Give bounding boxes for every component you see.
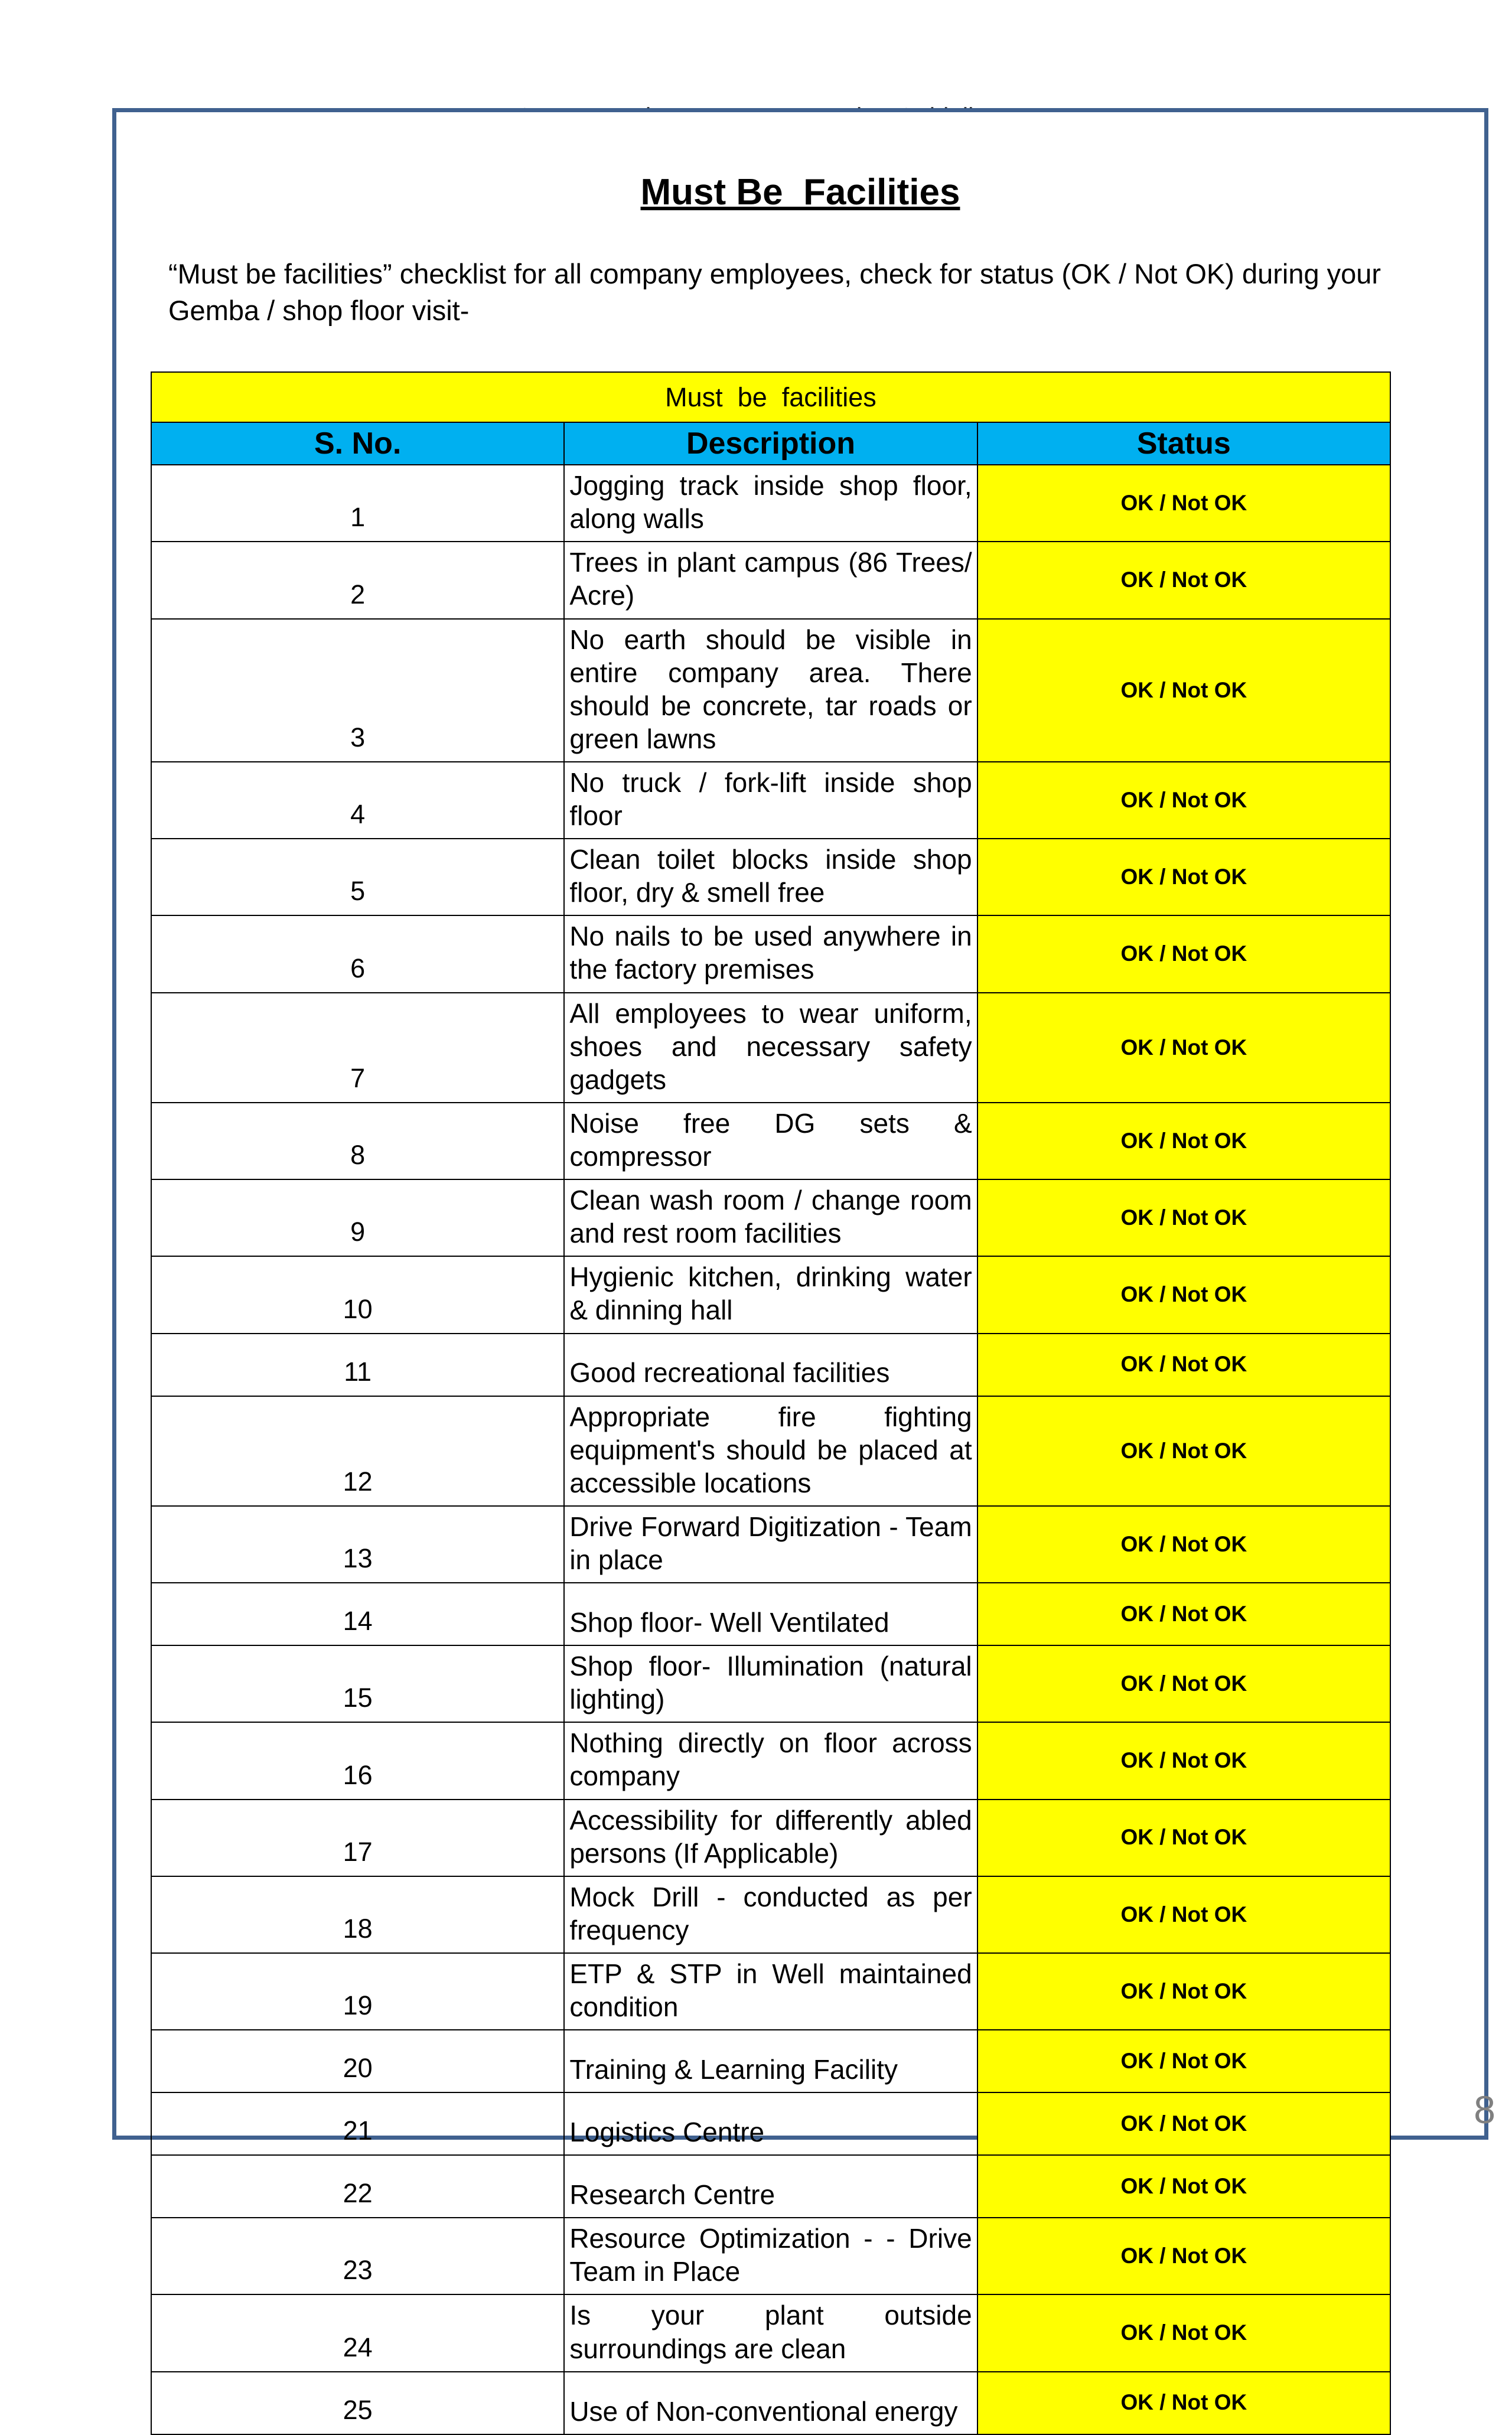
row-description: Research Centre [564,2155,977,2218]
table-row [151,1876,1390,1953]
row-number: 14 [151,1583,564,1645]
table-row [151,1506,1390,1583]
facilities-table [151,371,1391,2435]
row-number: 3 [151,619,564,762]
row-number: 16 [151,1722,564,1799]
table-body [151,465,1390,2434]
row-number: 2 [151,542,564,618]
row-number: 24 [151,2294,564,2371]
row-number: 7 [151,993,564,1103]
table-caption: Must be facilities [151,372,1390,422]
row-description: Accessibility for differently abled persons (If Applicable) [564,1800,977,1876]
row-description: Logistics Centre [564,2092,977,2155]
row-description: Hygienic kitchen, drinking water & dinning hall [564,1256,977,1333]
table-row [151,1256,1390,1333]
table-row [151,2372,1390,2434]
table-header-row [151,422,1390,465]
table-row [151,1722,1390,1799]
row-status: OK / Not OK [977,1179,1390,1256]
row-description: No truck / fork-lift inside shop floor [564,762,977,839]
table-row [151,1645,1390,1722]
table-row [151,1800,1390,1876]
row-status: OK / Not OK [977,1876,1390,1953]
row-status: OK / Not OK [977,1800,1390,1876]
table-row [151,1583,1390,1645]
row-number: 12 [151,1396,564,1506]
row-number: 17 [151,1800,564,1876]
content-frame [112,108,1488,2427]
row-status: OK / Not OK [977,1396,1390,1506]
table-row [151,2155,1390,2218]
row-number: 19 [151,1953,564,2030]
row-number: 20 [151,2030,564,2092]
row-description: Appropriate fire fighting equipment's should be placed at accessible locations [564,1396,977,1506]
column-header-status: Status [977,422,1390,465]
row-description: Use of Non-conventional energy [564,2372,977,2434]
row-status: OK / Not OK [977,2372,1390,2434]
table-row [151,2092,1390,2155]
table-row [151,2294,1390,2371]
table-row [151,465,1390,542]
table-row [151,1953,1390,2030]
table-row [151,1334,1390,1396]
row-number: 21 [151,2092,564,2155]
row-status: OK / Not OK [977,1583,1390,1645]
row-status: OK / Not OK [977,1256,1390,1333]
page-number: 8 [1474,2088,1495,2131]
row-description: Training & Learning Facility [564,2030,977,2092]
row-description: Jogging track inside shop floor, along walls [564,465,977,542]
row-status: OK / Not OK [977,2092,1390,2155]
row-description: No nails to be used anywhere in the factory premises [564,915,977,992]
row-number: 5 [151,839,564,915]
row-number: 23 [151,2218,564,2294]
row-description: Nothing directly on floor across company [564,1722,977,1799]
row-status: OK / Not OK [977,762,1390,839]
row-number: 6 [151,915,564,992]
row-number: 8 [151,1103,564,1179]
row-status: OK / Not OK [977,1722,1390,1799]
table-row [151,915,1390,992]
table-row [151,2030,1390,2092]
row-status: OK / Not OK [977,993,1390,1103]
row-number: 1 [151,465,564,542]
table-row [151,1179,1390,1256]
row-status: OK / Not OK [977,1506,1390,1583]
row-status: OK / Not OK [977,1953,1390,2030]
table-row [151,2218,1390,2294]
row-description: Clean wash room / change room and rest room facilities [564,1179,977,1256]
table-row [151,839,1390,915]
row-status: OK / Not OK [977,2294,1390,2371]
table-row [151,542,1390,618]
intro-paragraph: “Must be facilities” checklist for all company employees, check for status (OK / Not OK) during your Gemba / shop floor visit- [168,258,1381,327]
row-status: OK / Not OK [977,1334,1390,1396]
row-number: 13 [151,1506,564,1583]
row-description: Good recreational facilities [564,1334,977,1396]
row-description: Shop floor- Illumination (natural lighting) [564,1645,977,1722]
row-status: OK / Not OK [977,2218,1390,2294]
row-status: OK / Not OK [977,619,1390,762]
row-description: Resource Optimization - - Drive Team in Place [564,2218,977,2294]
row-description: Shop floor- Well Ventilated [564,1583,977,1645]
row-number: 9 [151,1179,564,1256]
row-status: OK / Not OK [977,2155,1390,2218]
row-number: 18 [151,1876,564,1953]
row-number: 4 [151,762,564,839]
table-row [151,619,1390,762]
row-description: Clean toilet blocks inside shop floor, dry & smell free [564,839,977,915]
column-header-sno: S. No. [151,422,564,465]
row-status: OK / Not OK [977,465,1390,542]
row-description: Drive Forward Digitization - Team in place [564,1506,977,1583]
page-title: Must Be Facilities [640,172,960,213]
table-row [151,762,1390,839]
row-number: 15 [151,1645,564,1722]
row-status: OK / Not OK [977,1103,1390,1179]
row-status: OK / Not OK [977,2030,1390,2092]
row-description: Trees in plant campus (86 Trees/ Acre) [564,542,977,618]
row-status: OK / Not OK [977,915,1390,992]
row-description: Mock Drill - conducted as per frequency [564,1876,977,1953]
row-number: 22 [151,2155,564,2218]
row-description: Is your plant outside surroundings are clean [564,2294,977,2371]
table-row [151,1103,1390,1179]
row-number: 10 [151,1256,564,1333]
table-caption-row [151,372,1390,422]
row-status: OK / Not OK [977,839,1390,915]
row-number: 11 [151,1334,564,1396]
table-row [151,1396,1390,1506]
row-status: OK / Not OK [977,1645,1390,1722]
row-description: No earth should be visible in entire company area. There should be concrete, tar roads or green lawns [564,619,977,762]
row-description: All employees to wear uniform, shoes and necessary safety gadgets [564,993,977,1103]
row-description: ETP & STP in Well maintained condition [564,1953,977,2030]
row-description: Noise free DG sets & compressor [564,1103,977,1179]
column-header-description: Description [564,422,977,465]
row-number: 25 [151,2372,564,2434]
row-status: OK / Not OK [977,542,1390,618]
table-row [151,993,1390,1103]
